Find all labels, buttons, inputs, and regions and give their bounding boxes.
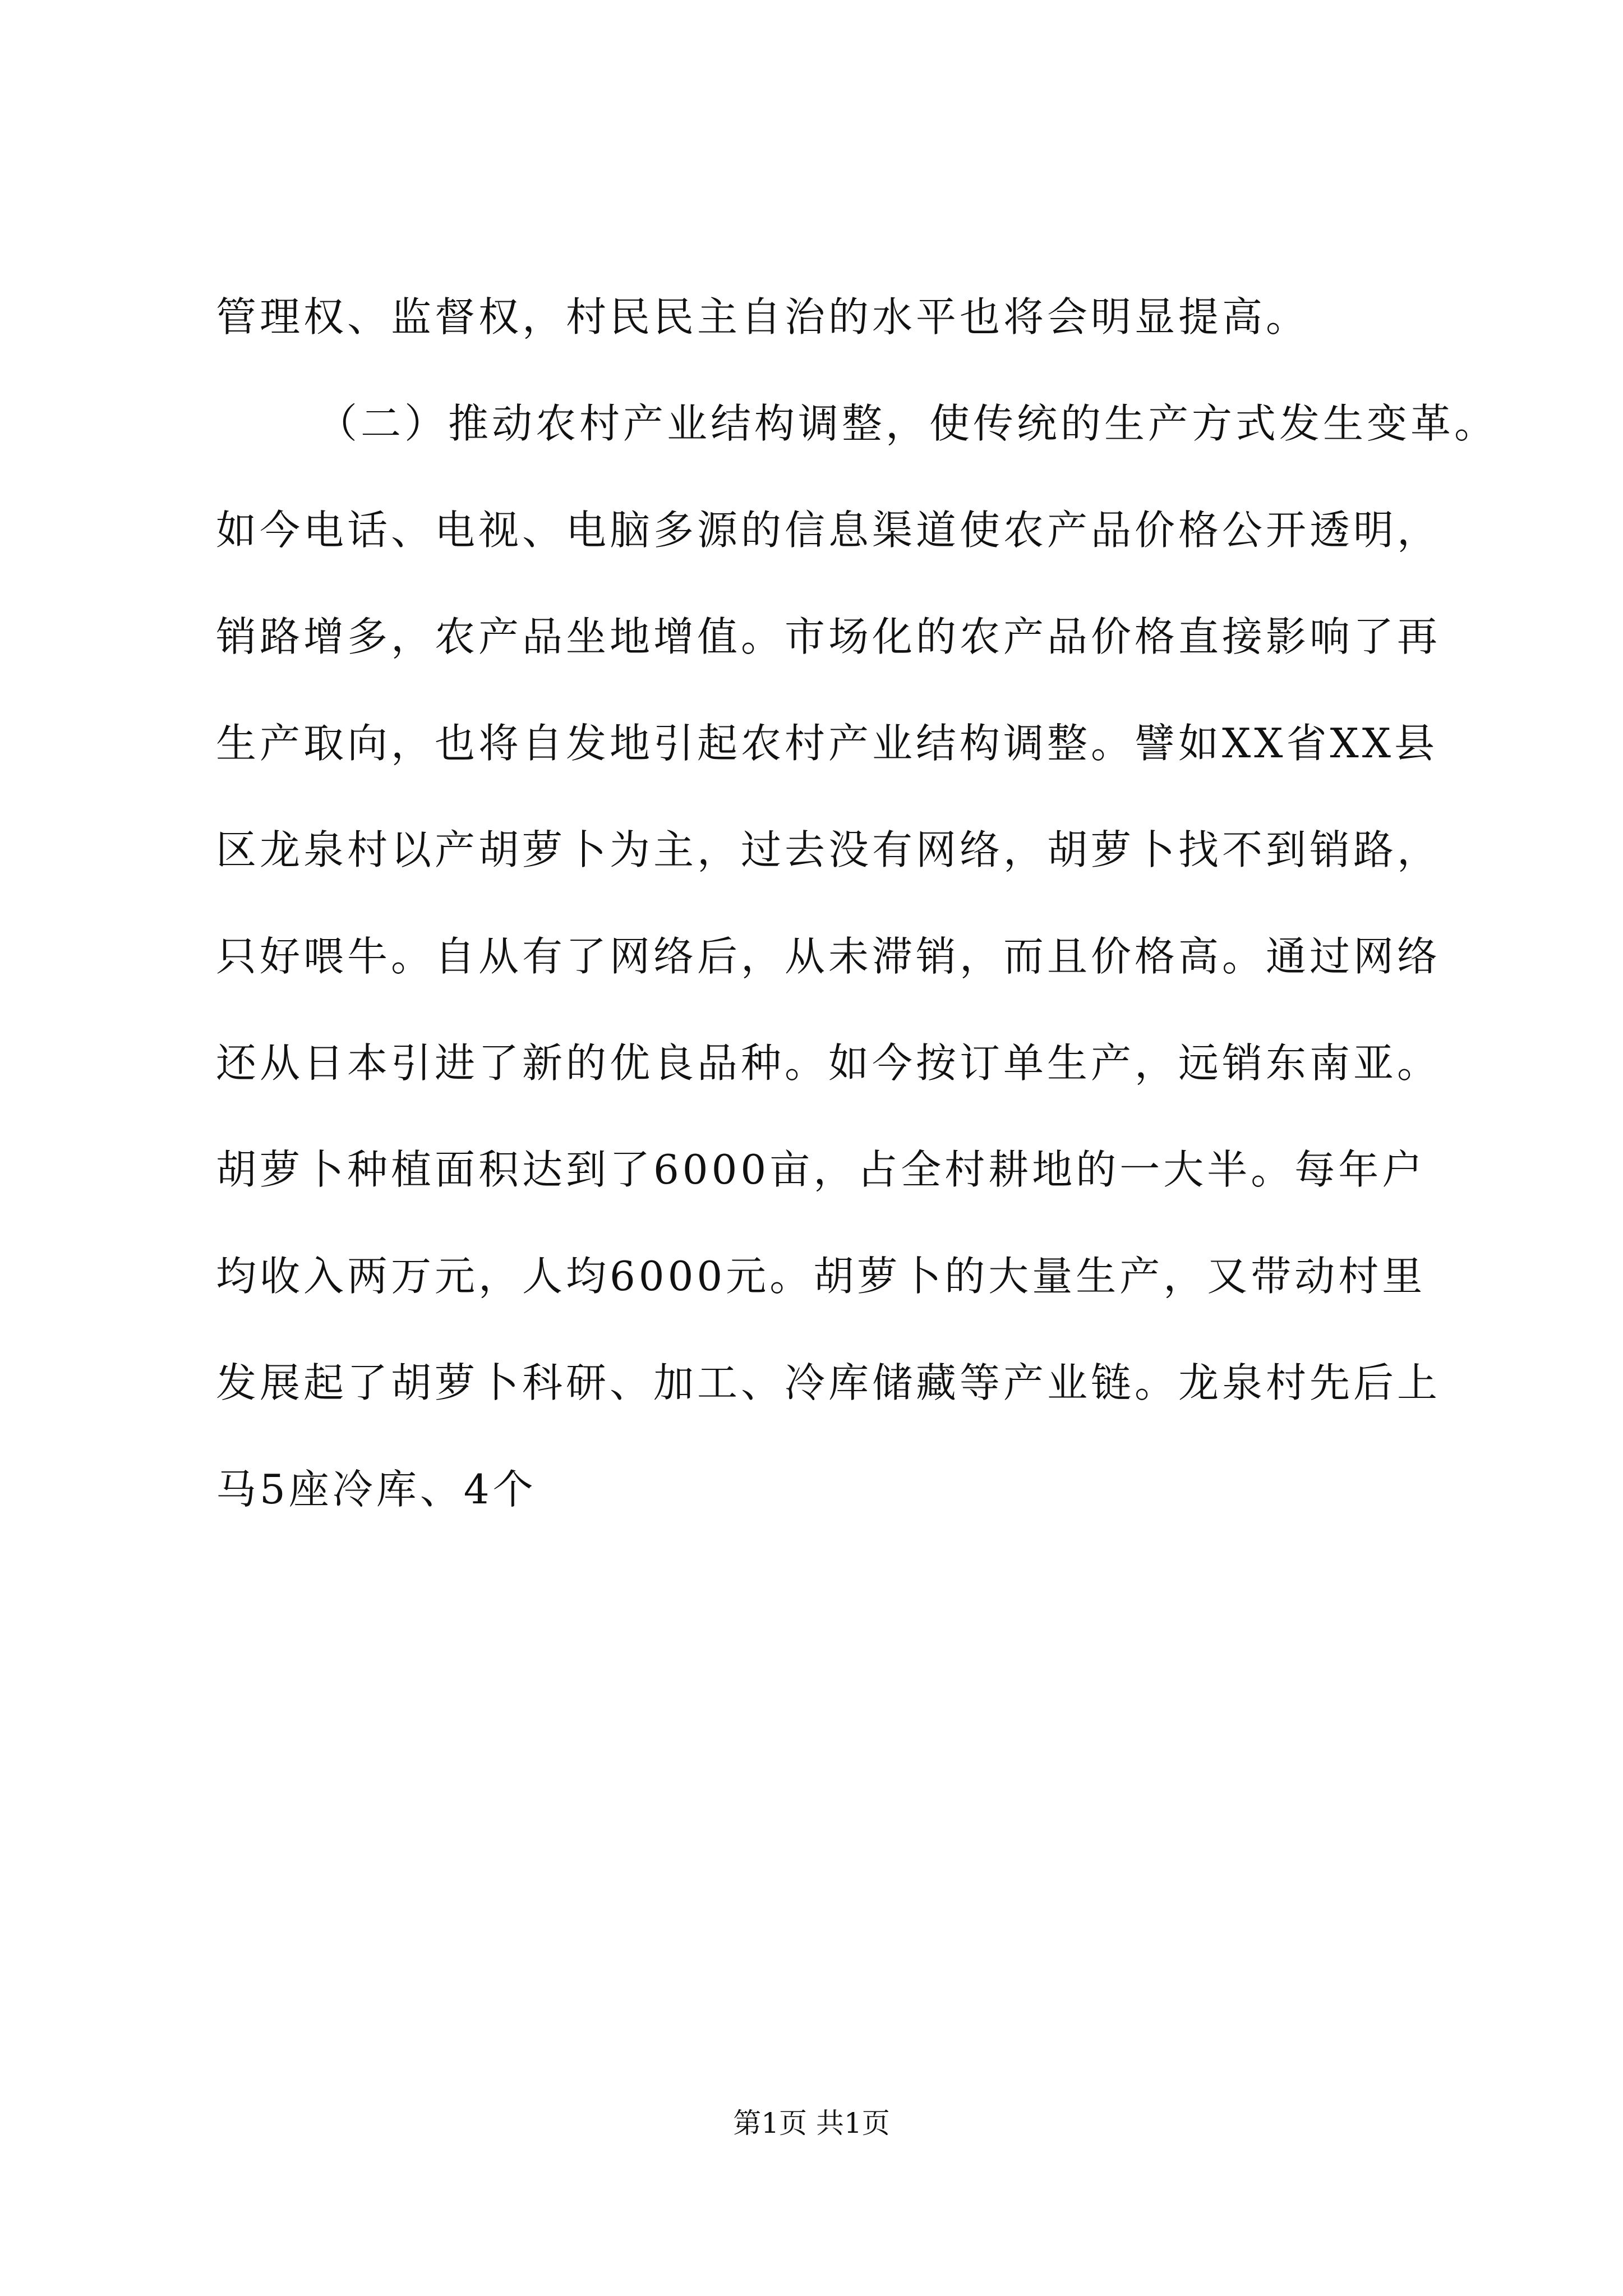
section-heading-line: （二）推动农村产业结构调整，使传统的生产方式发生变革。 xyxy=(317,400,1498,447)
text-line: 发展起了胡萝卜科研、加工、冷库储藏等产业链。龙泉村先后上 xyxy=(216,1359,1441,1406)
text-line: 销路增多，农产品坐地增值。市场化的农产品价格直接影响了再 xyxy=(216,613,1441,660)
text-line: 只好喂牛。自从有了网络后，从未滞销，而且价格高。通过网络 xyxy=(216,933,1441,980)
text-line: 还从日本引进了新的优良品种。如今按订单生产，远销东南亚。 xyxy=(216,1039,1441,1087)
text-line: 生产取向，也将自发地引起农村产业结构调整。譬如XX省XX县 xyxy=(216,720,1438,767)
text-line: 马5座冷库、4个 xyxy=(216,1466,537,1513)
page-number-footer: 第1页 共1页 xyxy=(733,2107,890,2139)
body-text xyxy=(216,264,1498,1543)
text-line: 管理权、监督权，村民民主自治的水平也将会明显提高。 xyxy=(216,293,1310,341)
text-line: 区龙泉村以产胡萝卜为主，过去没有网络，胡萝卜找不到销路， xyxy=(216,826,1441,873)
text-line: 胡萝卜种植面积达到了6000亩，占全村耕地的一大半。每年户 xyxy=(216,1146,1426,1193)
text-line: 如今电话、电视、电脑多源的信息渠道使农产品价格公开透明， xyxy=(216,507,1441,554)
text-line: 均收入两万元，人均6000元。胡萝卜的大量生产，又带动村里 xyxy=(216,1253,1426,1300)
